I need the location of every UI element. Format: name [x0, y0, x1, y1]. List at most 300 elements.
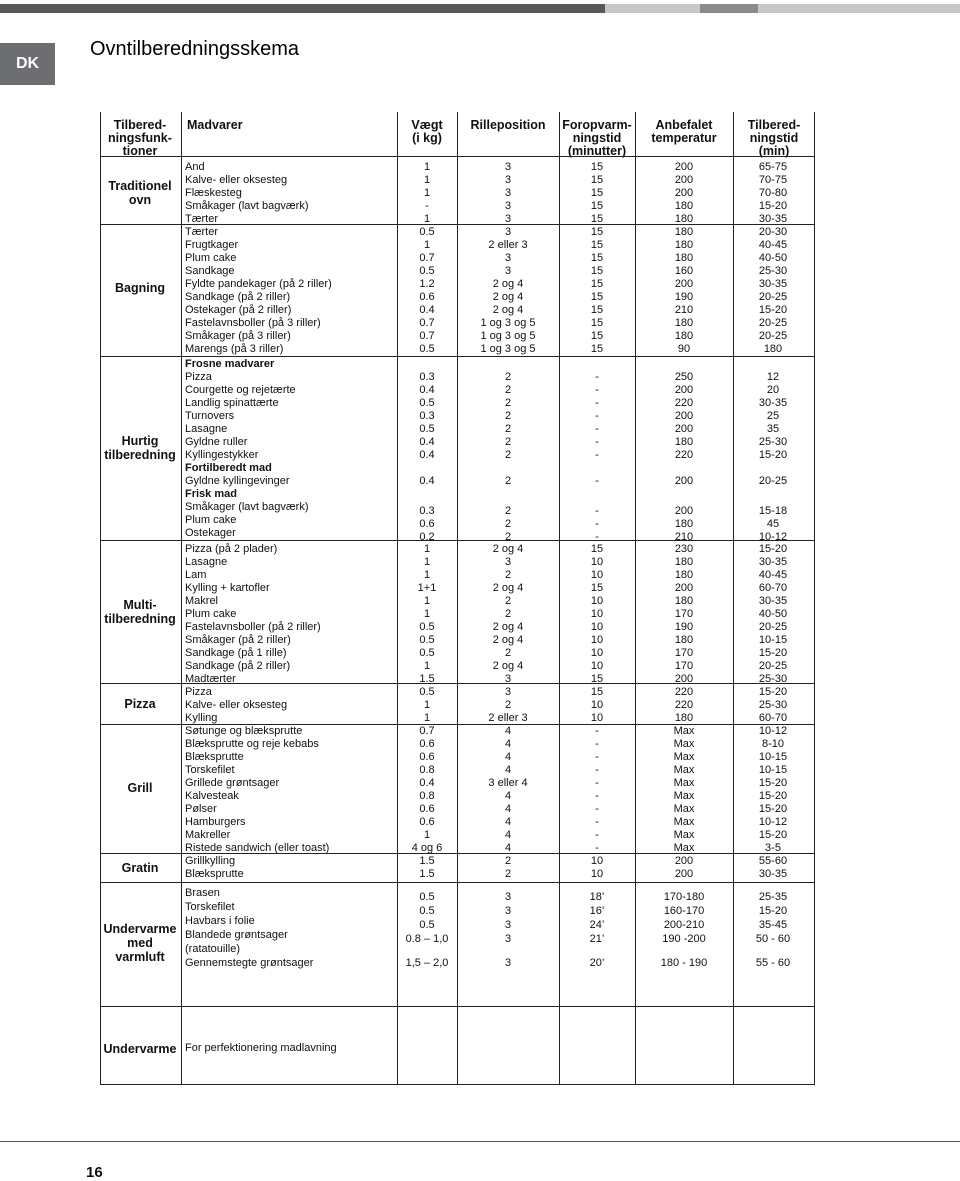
preheat-cell: 10 — [590, 595, 604, 607]
preheat-cell: 15 — [590, 161, 604, 173]
food-item: Flæskesteg — [185, 187, 242, 199]
rack-cell: 3 — [504, 226, 512, 238]
food-item: Kalve- eller oksesteg — [185, 174, 288, 186]
time-cell: 15-20 — [758, 790, 788, 802]
preheat-cell: 10 — [590, 569, 604, 581]
preheat-cell: 10 — [590, 621, 604, 633]
weight-cell: 0.4 — [419, 777, 435, 789]
rack-cell: 3 — [504, 686, 512, 698]
food-item: Tærter — [185, 213, 218, 225]
food-item: Blandede grøntsager — [185, 929, 288, 941]
rack-cell: 4 — [504, 738, 512, 750]
temperature-cell: 170-180 — [663, 891, 705, 903]
rack-cell: 4 — [504, 790, 512, 802]
time-cell: 3-5 — [765, 842, 781, 854]
weight-cell: 0.4 — [419, 475, 435, 487]
temperature-cell: Max — [673, 790, 695, 802]
preheat-cell: - — [595, 738, 599, 750]
temperature-cell: Max — [673, 725, 695, 737]
weight-cell: 1 — [423, 660, 431, 672]
food-item: Fastelavnsboller (på 3 riller) — [185, 317, 321, 329]
temperature-cell: 180 — [674, 317, 694, 329]
function-fast-cooking: Hurtig tilberedning — [104, 434, 176, 462]
weight-cell: 0.8 — [419, 790, 435, 802]
rack-cell: 3 — [504, 957, 512, 969]
rack-cell: 2 — [504, 855, 512, 867]
rack-cell: 2 eller 3 — [488, 712, 528, 724]
column-divider — [181, 112, 182, 1085]
rack-cell: 3 — [504, 161, 512, 173]
rack-cell: 3 eller 4 — [488, 777, 528, 789]
rack-cell: 3 — [504, 919, 512, 931]
weight-cell: 0.8 — [419, 764, 435, 776]
rack-cell: 2 — [504, 371, 512, 383]
food-item: (ratatouille) — [185, 943, 241, 955]
time-cell: 15-20 — [758, 543, 788, 555]
time-cell: 55 - 60 — [755, 957, 791, 969]
temperature-cell: Max — [673, 738, 695, 750]
weight-cell: 1 — [423, 595, 431, 607]
temperature-cell: 180 — [674, 712, 694, 724]
rack-cell: 1 og 3 og 5 — [480, 330, 536, 342]
food-item: Sandkage (på 2 riller) — [185, 291, 291, 303]
temperature-cell: 170 — [674, 608, 694, 620]
preheat-cell: - — [595, 531, 599, 543]
time-cell: 10-15 — [758, 634, 788, 646]
rack-cell: 3 — [504, 174, 512, 186]
rack-cell: 2 — [504, 436, 512, 448]
weight-cell: 0.7 — [419, 330, 435, 342]
temperature-cell: 190 — [674, 621, 694, 633]
weight-cell: 1 — [423, 543, 431, 555]
temperature-cell: Max — [673, 764, 695, 776]
weight-cell: 0.5 — [419, 423, 435, 435]
temperature-cell: 180 — [674, 330, 694, 342]
section-subheading: Frosne madvarer — [185, 358, 275, 370]
temperature-cell: 220 — [674, 699, 694, 711]
time-cell: 45 — [766, 518, 780, 530]
preheat-cell: - — [595, 751, 599, 763]
time-cell: 15-20 — [758, 200, 788, 212]
preheat-cell: - — [595, 397, 599, 409]
temperature-cell: 200 — [674, 187, 694, 199]
preheat-cell: - — [595, 725, 599, 737]
preheat-cell: - — [595, 803, 599, 815]
weight-cell: 0.3 — [419, 505, 435, 517]
weight-cell: 1 — [423, 608, 431, 620]
rack-cell: 3 — [504, 891, 512, 903]
preheat-cell: - — [595, 371, 599, 383]
temperature-cell: 220 — [674, 686, 694, 698]
temperature-cell: 180 - 190 — [660, 957, 708, 969]
time-cell: 30-35 — [758, 397, 788, 409]
temperature-cell: 170 — [674, 647, 694, 659]
rack-cell: 2 — [504, 531, 512, 543]
time-cell: 40-50 — [758, 252, 788, 264]
rack-cell: 2 — [504, 699, 512, 711]
rack-cell: 2 — [504, 569, 512, 581]
food-item: Torskefilet — [185, 901, 235, 913]
temperature-cell: 180 — [674, 569, 694, 581]
preheat-cell: 21’ — [589, 933, 605, 945]
preheat-cell: - — [595, 384, 599, 396]
time-cell: 8-10 — [761, 738, 785, 750]
food-item: Lam — [185, 569, 207, 581]
time-cell: 30-35 — [758, 868, 788, 880]
weight-cell: 1 — [423, 187, 431, 199]
temperature-cell: Max — [673, 816, 695, 828]
weight-cell: 0.6 — [419, 803, 435, 815]
header-time: Tilbered- ningstid (min) — [747, 118, 801, 158]
time-cell: 15-20 — [758, 803, 788, 815]
preheat-cell: 15 — [590, 543, 604, 555]
temperature-cell: Max — [673, 803, 695, 815]
weight-cell: 0.5 — [419, 647, 435, 659]
food-item: Brasen — [185, 887, 220, 899]
food-item: Landlig spinattærte — [185, 397, 279, 409]
preheat-cell: 20’ — [589, 957, 605, 969]
time-cell: 20-25 — [758, 621, 788, 633]
page-title: Ovntilberedningsskema — [90, 38, 299, 60]
rack-cell: 2 — [504, 423, 512, 435]
food-item: Frugtkager — [185, 239, 239, 251]
food-item: Fastelavnsboller (på 2 riller) — [185, 621, 321, 633]
time-cell: 35 — [766, 423, 780, 435]
temperature-cell: 180 — [674, 252, 694, 264]
time-cell: 20-25 — [758, 330, 788, 342]
rack-cell: 1 og 3 og 5 — [480, 343, 536, 355]
rack-cell: 2 og 4 — [492, 621, 524, 633]
preheat-cell: - — [595, 764, 599, 776]
function-multi-cooking: Multi- tilberedning — [104, 598, 176, 626]
food-item: Tærter — [185, 226, 218, 238]
preheat-cell: 15 — [590, 239, 604, 251]
temperature-cell: 190 -200 — [662, 933, 706, 945]
time-cell: 15-20 — [758, 905, 788, 917]
weight-cell: 0.5 — [419, 226, 435, 238]
weight-cell: 0.5 — [419, 891, 435, 903]
time-cell: 10-15 — [758, 764, 788, 776]
weight-cell: 0.6 — [419, 816, 435, 828]
weight-cell: 0.5 — [419, 621, 435, 633]
time-cell: 50 - 60 — [755, 933, 791, 945]
preheat-cell: 15 — [590, 330, 604, 342]
weight-cell: 0.5 — [419, 634, 435, 646]
temperature-cell: Max — [673, 751, 695, 763]
time-cell: 70-80 — [758, 187, 788, 199]
top-bar-dark-2 — [700, 4, 758, 13]
rack-cell: 3 — [504, 187, 512, 199]
preheat-cell: 15 — [590, 213, 604, 225]
temperature-cell: 200 — [674, 868, 694, 880]
weight-cell: 0.5 — [419, 905, 435, 917]
weight-cell: 1 — [423, 213, 431, 225]
food-item: Torskefilet — [185, 764, 235, 776]
time-cell: 15-20 — [758, 647, 788, 659]
time-cell: 40-50 — [758, 608, 788, 620]
rack-cell: 3 — [504, 252, 512, 264]
food-item: Kylling — [185, 712, 218, 724]
rack-cell: 4 — [504, 803, 512, 815]
time-cell: 65-75 — [758, 161, 788, 173]
header-temperature: Anbefalet temperatur — [651, 118, 717, 145]
temperature-cell: 180 — [674, 595, 694, 607]
food-item: Pizza — [185, 371, 212, 383]
group-divider — [100, 224, 815, 225]
rack-cell: 3 — [504, 556, 512, 568]
rack-cell: 2 og 4 — [492, 660, 524, 672]
food-item: Fyldte pandekager (på 2 riller) — [185, 278, 332, 290]
weight-cell: 1 — [423, 699, 431, 711]
temperature-cell: 160 — [674, 265, 694, 277]
rack-cell: 4 — [504, 751, 512, 763]
group-divider — [100, 724, 815, 725]
top-bar-dark — [0, 4, 605, 13]
function-traditional-oven: Traditionel ovn — [108, 179, 172, 207]
food-item: Pizza (på 2 plader) — [185, 543, 278, 555]
food-item: Makreller — [185, 829, 231, 841]
time-cell: 15-18 — [758, 505, 788, 517]
time-cell: 180 — [763, 343, 783, 355]
preheat-cell: 10 — [590, 855, 604, 867]
weight-cell: 1.5 — [419, 673, 435, 685]
preheat-cell: - — [595, 475, 599, 487]
preheat-cell: - — [595, 829, 599, 841]
preheat-cell: 15 — [590, 582, 604, 594]
header-function: Tilbered- ningsfunk- tioner — [108, 118, 172, 158]
food-item: Gyldne ruller — [185, 436, 248, 448]
rack-cell: 3 — [504, 213, 512, 225]
weight-cell: 1.5 — [419, 868, 435, 880]
time-cell: 60-70 — [758, 582, 788, 594]
rack-cell: 4 — [504, 725, 512, 737]
preheat-cell: 10 — [590, 660, 604, 672]
time-cell: 30-35 — [758, 278, 788, 290]
food-item: Kylling + kartofler — [185, 582, 270, 594]
preheat-cell: - — [595, 423, 599, 435]
page-number: 16 — [86, 1164, 103, 1181]
temperature-cell: 200 — [674, 161, 694, 173]
time-cell: 20-30 — [758, 226, 788, 238]
cooking-table — [100, 112, 815, 1085]
group-divider — [100, 882, 815, 883]
preheat-cell: - — [595, 410, 599, 422]
weight-cell: 0.7 — [419, 317, 435, 329]
rack-cell: 4 — [504, 829, 512, 841]
section-subheading: Fortilberedt mad — [185, 462, 272, 474]
weight-cell: 0.7 — [419, 725, 435, 737]
temperature-cell: 180 — [674, 556, 694, 568]
weight-cell: 1 — [423, 712, 431, 724]
food-item: Havbars i folie — [185, 915, 255, 927]
food-item: Blæksprutte — [185, 868, 244, 880]
temperature-cell: 230 — [674, 543, 694, 555]
weight-cell: 0.6 — [419, 518, 435, 530]
weight-cell: 0.8 – 1,0 — [405, 933, 449, 945]
time-cell: 15-20 — [758, 686, 788, 698]
temperature-cell: 170 — [674, 660, 694, 672]
rack-cell: 3 — [504, 200, 512, 212]
weight-cell: 0.5 — [419, 265, 435, 277]
header-weight: Vægt (i kg) — [411, 118, 443, 145]
rack-cell: 2 — [504, 384, 512, 396]
rack-cell: 2 — [504, 449, 512, 461]
temperature-cell: 200 — [674, 855, 694, 867]
preheat-cell: 10 — [590, 608, 604, 620]
table-border-bottom — [100, 1084, 815, 1085]
food-item: Gennemstegte grøntsager — [185, 957, 314, 969]
weight-cell: 0.2 — [419, 531, 435, 543]
weight-cell: 0.6 — [419, 291, 435, 303]
time-cell: 15-20 — [758, 829, 788, 841]
temperature-cell: 180 — [674, 436, 694, 448]
weight-cell: 1 — [423, 556, 431, 568]
preheat-cell: 10 — [590, 556, 604, 568]
temperature-cell: 180 — [674, 518, 694, 530]
preheat-cell: - — [595, 816, 599, 828]
food-item: Madtærter — [185, 673, 236, 685]
food-item: Turnovers — [185, 410, 235, 422]
temperature-cell: Max — [673, 842, 695, 854]
preheat-cell: 15 — [590, 278, 604, 290]
weight-cell: 1 — [423, 174, 431, 186]
rack-cell: 2 eller 3 — [488, 239, 528, 251]
time-cell: 10-12 — [758, 725, 788, 737]
food-item: Pølser — [185, 803, 217, 815]
food-item: For perfektionering madlavning — [185, 1042, 337, 1054]
temperature-cell: 200 — [674, 505, 694, 517]
food-item: Kyllingestykker — [185, 449, 259, 461]
preheat-cell: - — [595, 842, 599, 854]
time-cell: 25-30 — [758, 436, 788, 448]
table-border-right — [814, 112, 815, 1085]
preheat-cell: 15 — [590, 343, 604, 355]
weight-cell: 0.5 — [419, 397, 435, 409]
temperature-cell: 180 — [674, 213, 694, 225]
food-item: Ostekager (på 2 riller) — [185, 304, 292, 316]
food-item: Blæksprutte og reje kebabs — [185, 738, 319, 750]
food-item: Sandkage (på 1 rille) — [185, 647, 287, 659]
food-item: Småkager (lavt bagværk) — [185, 501, 309, 513]
rack-cell: 2 og 4 — [492, 291, 524, 303]
rack-cell: 3 — [504, 933, 512, 945]
function-bottom-heat: Undervarme — [103, 1042, 177, 1056]
food-item: Søtunge og blæksprutte — [185, 725, 303, 737]
time-cell: 20-25 — [758, 475, 788, 487]
food-item: Plum cake — [185, 252, 237, 264]
time-cell: 25-30 — [758, 673, 788, 685]
temperature-cell: 210 — [674, 531, 694, 543]
function-bottom-heat-fan: Undervarme med varmluft — [103, 922, 177, 964]
group-divider — [100, 683, 815, 684]
rack-cell: 2 og 4 — [492, 634, 524, 646]
food-item: Hamburgers — [185, 816, 246, 828]
food-item: Marengs (på 3 riller) — [185, 343, 284, 355]
time-cell: 60-70 — [758, 712, 788, 724]
food-item: Lasagne — [185, 423, 228, 435]
food-item: Grillkylling — [185, 855, 236, 867]
preheat-cell: 10 — [590, 868, 604, 880]
rack-cell: 2 — [504, 475, 512, 487]
preheat-cell: 15 — [590, 200, 604, 212]
rack-cell: 4 — [504, 764, 512, 776]
food-item: Lasagne — [185, 556, 228, 568]
food-item: Sandkage — [185, 265, 235, 277]
preheat-cell: 24’ — [589, 919, 605, 931]
time-cell: 30-35 — [758, 213, 788, 225]
time-cell: 30-35 — [758, 556, 788, 568]
weight-cell: 0.5 — [419, 919, 435, 931]
preheat-cell: 15 — [590, 686, 604, 698]
rack-cell: 2 — [504, 410, 512, 422]
rack-cell: 4 — [504, 842, 512, 854]
weight-cell: - — [425, 200, 429, 212]
column-divider — [733, 112, 734, 1085]
weight-cell: 0.5 — [419, 343, 435, 355]
rack-cell: 2 — [504, 868, 512, 880]
temperature-cell: Max — [673, 777, 695, 789]
preheat-cell: 18’ — [589, 891, 605, 903]
temperature-cell: 200 — [674, 384, 694, 396]
temperature-cell: 200 — [674, 423, 694, 435]
time-cell: 10-12 — [758, 816, 788, 828]
weight-cell: 0.4 — [419, 304, 435, 316]
preheat-cell: 15 — [590, 673, 604, 685]
preheat-cell: 10 — [590, 647, 604, 659]
temperature-cell: 180 — [674, 634, 694, 646]
preheat-cell: - — [595, 790, 599, 802]
top-bar-light-2 — [758, 4, 960, 13]
group-divider — [100, 156, 815, 157]
group-divider — [100, 1006, 815, 1007]
weight-cell: 0.3 — [419, 371, 435, 383]
preheat-cell: - — [595, 505, 599, 517]
temperature-cell: 160-170 — [663, 905, 705, 917]
weight-cell: 1+1 — [417, 582, 437, 594]
time-cell: 55-60 — [758, 855, 788, 867]
weight-cell: 1 — [423, 829, 431, 841]
food-item: Plum cake — [185, 514, 237, 526]
weight-cell: 0.4 — [419, 436, 435, 448]
temperature-cell: 180 — [674, 200, 694, 212]
food-item: Plum cake — [185, 608, 237, 620]
weight-cell: 0.4 — [419, 384, 435, 396]
header-food: Madvarer — [187, 118, 243, 132]
time-cell: 35-45 — [758, 919, 788, 931]
temperature-cell: 200 — [674, 582, 694, 594]
rack-cell: 2 — [504, 518, 512, 530]
temperature-cell: 200 — [674, 475, 694, 487]
time-cell: 70-75 — [758, 174, 788, 186]
weight-cell: 1 — [423, 161, 431, 173]
time-cell: 25-30 — [758, 265, 788, 277]
weight-cell: 1,5 – 2,0 — [405, 957, 449, 969]
preheat-cell: - — [595, 518, 599, 530]
rack-cell: 2 og 4 — [492, 543, 524, 555]
weight-cell: 0.6 — [419, 751, 435, 763]
preheat-cell: 15 — [590, 226, 604, 238]
time-cell: 10-15 — [758, 751, 788, 763]
weight-cell: 0.3 — [419, 410, 435, 422]
weight-cell: 1 — [423, 569, 431, 581]
food-item: Kalve- eller oksesteg — [185, 699, 288, 711]
header-rack: Rilleposition — [470, 118, 546, 132]
food-item: Courgette og rejetærte — [185, 384, 296, 396]
temperature-cell: 190 — [674, 291, 694, 303]
top-bar-light — [605, 4, 700, 13]
food-item: Småkager (på 2 riller) — [185, 634, 291, 646]
time-cell: 25-30 — [758, 699, 788, 711]
